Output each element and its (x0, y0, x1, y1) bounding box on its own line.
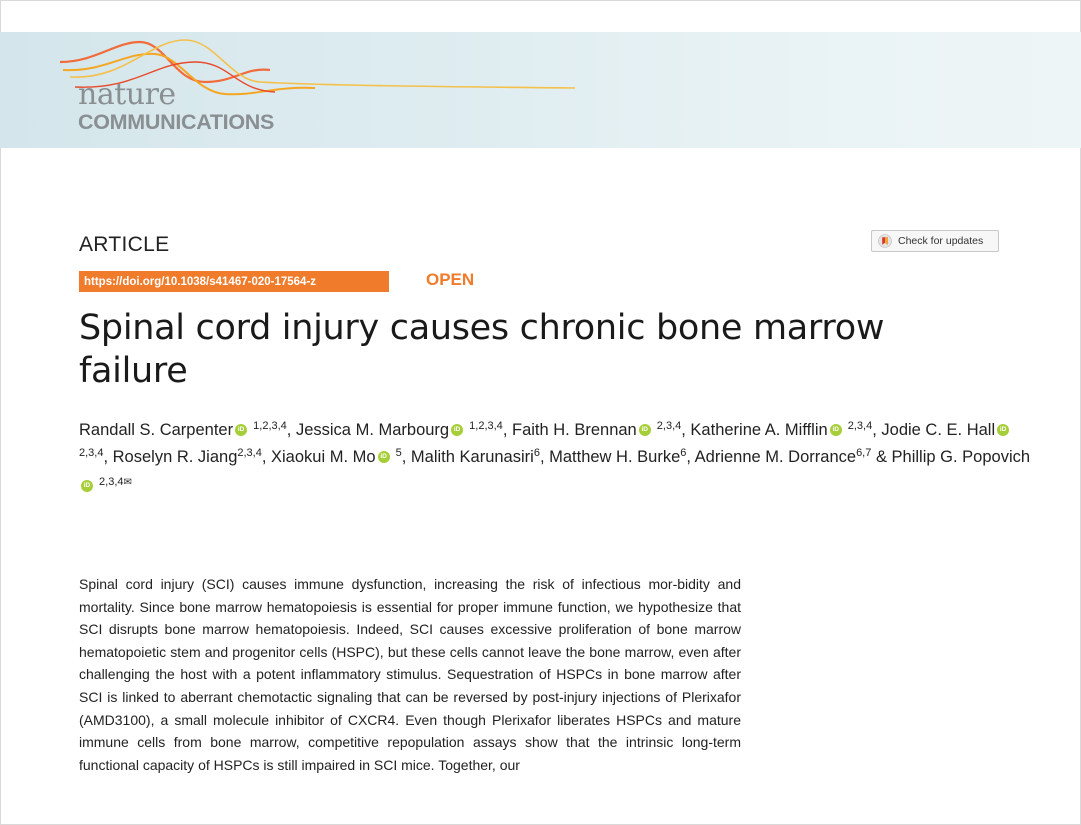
doi-link[interactable]: https://doi.org/10.1038/s41467-020-17564-z (79, 271, 389, 292)
author-name[interactable]: Roselyn R. Jiang (112, 447, 238, 466)
author-affiliation: 2,3,4 (844, 420, 873, 432)
author-affiliation: 2,3,4 (653, 420, 682, 432)
author-affiliation: 2,3,4 (96, 476, 124, 488)
author-name[interactable]: Faith H. Brennan (511, 421, 637, 439)
author-affiliation: 6 (533, 446, 540, 459)
author-name[interactable]: Malith Karunasiri (410, 447, 534, 466)
orcid-icon[interactable] (378, 451, 390, 463)
author-name[interactable]: Phillip G. Popovich (891, 447, 1031, 466)
author-name[interactable]: Randall S. Carpenter (79, 421, 234, 439)
check-for-updates-label: Check for updates (898, 235, 984, 247)
author-name[interactable]: Jodie C. E. Hall (881, 421, 996, 439)
orcid-icon[interactable] (235, 424, 247, 436)
envelope-icon[interactable]: ✉ (123, 477, 132, 488)
author-separator: & (871, 447, 892, 466)
author-affiliation: 6,7 (856, 446, 872, 459)
author-name[interactable]: Matthew H. Burke (549, 447, 681, 466)
author-name[interactable]: Adrienne M. Dorrance (694, 447, 857, 466)
orcid-icon[interactable] (639, 424, 651, 436)
author-name[interactable]: Xiaokui M. Mo (271, 447, 376, 466)
author-affiliation: 1,2,3,4 (250, 420, 287, 432)
author-affiliation: 1,2,3,4 (466, 420, 503, 432)
orcid-icon[interactable] (451, 424, 463, 436)
orcid-icon[interactable] (830, 424, 842, 436)
journal-banner (0, 32, 1081, 148)
open-access-label: OPEN (426, 270, 475, 289)
author-name[interactable]: Jessica M. Marbourg (295, 421, 450, 439)
check-updates-icon (878, 234, 892, 248)
author-separator: , (872, 421, 882, 439)
check-for-updates-button[interactable] (871, 230, 999, 252)
author-name[interactable]: Katherine A. Mifflin (690, 421, 828, 439)
author-affiliation: 6 (680, 446, 687, 459)
author-affiliation: 5 (392, 446, 402, 459)
abstract-text: Spinal cord injury (SCI) causes immune dysfunction, increasing the risk of infectious mor-bidity and mortality. Since bone marrow hematopoiesis is essential for proper immune function, we hypothesize that SCI disrupts bone marrow hematopoiesis. Indeed, SCI causes excessive proliferation of bone marrow hematopoietic stem and progenitor cells (HSPC), but these cells cannot leave the bone marrow, even after challenging the host with a potent inflammatory stimulus. Sequestration of HSPCs in bone marrow after SCI is linked to aberrant chemotactic signaling that can be reversed by post-injury injections of Plerixafor (AMD3100), a small molecule inhibitor of CXCR4. Even though Plerixafor liberates HSPCs and mature immune cells from bone marrow, competitive repopulation assays show that the intrinsic long-term functional capacity of HSPCs is still impaired in SCI mice. Together, our (79, 576, 741, 773)
journal-logo-nature: nature (78, 77, 176, 112)
author-affiliation: 2,3,4 (79, 446, 104, 459)
author-separator: , (103, 447, 113, 466)
author-list (79, 417, 1039, 500)
journal-logo-communications: COMMUNICATIONS (78, 110, 275, 134)
author-separator: , (539, 447, 550, 466)
author-affiliation: 2,3,4 (237, 446, 262, 459)
author-separator: , (286, 421, 296, 439)
orcid-icon[interactable] (81, 480, 93, 492)
article-type-label: ARTICLE (79, 233, 170, 256)
article-title: Spinal cord injury causes chronic bone marrow failure (79, 308, 885, 391)
orcid-icon[interactable] (997, 424, 1009, 436)
author-separator: , (261, 447, 272, 466)
author-separator: , (681, 421, 691, 439)
author-separator: , (401, 447, 411, 466)
author-separator: , (502, 421, 512, 439)
author-separator: , (686, 447, 695, 466)
